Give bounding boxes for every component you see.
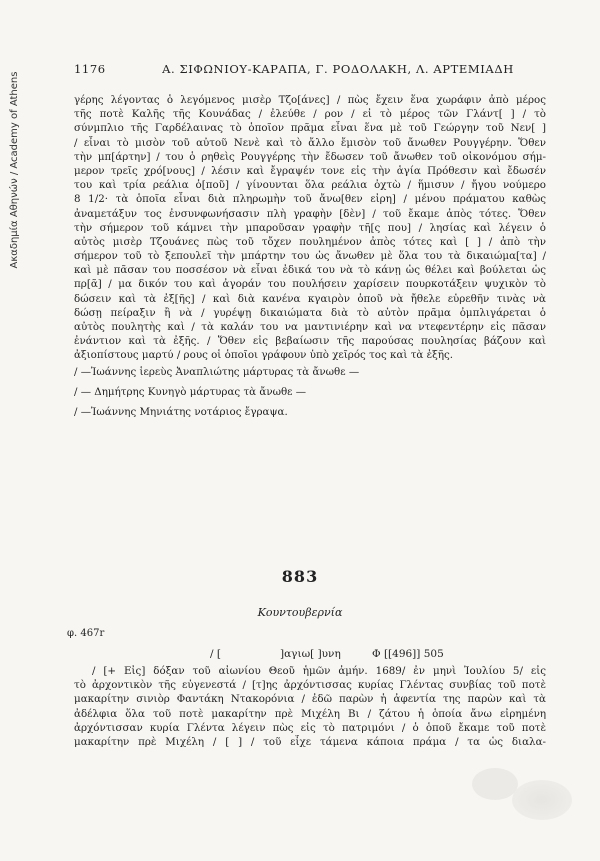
document-883-text (74, 664, 546, 749)
text-line: ἐνάντιον καὶ τὰ ἐξῆς. / Ὅθεν εἰς βεβαίωσιν τῆς παρούσας πουλησίας βάζουν καὶ (74, 335, 546, 348)
text-line: του καὶ τρία ρεάλια ὁ[ποῦ] / γίνουνται ὅλα ρεάλια ὀχτὼ / ἥμισυν / ἤγου νούμερο (74, 179, 546, 192)
document-882-text (74, 93, 546, 363)
page-number: 1176 (74, 62, 106, 76)
reference-open: / [ (210, 648, 221, 660)
text-line: καὶ μὲ πᾶσαν του ποσσέσον νὰ εἶναι ἐδικά του νὰ τὸ κάνῃ ὡς θέλει καὶ βούλεται ὡς (74, 264, 546, 277)
archive-side-label (9, 40, 23, 300)
text-line: αὐτὸς πουλητὴς καὶ / τὰ καλάν του να μαντινιέρην καὶ να ντεφεντέρην εἰς πᾶσαν (74, 321, 546, 333)
document-number: 883 (281, 567, 319, 586)
text-line: / εἶναι τὸ μισὸν τοῦ αὐτοῦ Νενὲ καὶ τὸ ἄλλο ἔμισὸν τοῦ ἄνωθεν Ρουγγέρην. Ὅθεν (74, 136, 546, 149)
text-line: τὴν μπ[άρτην] / του ὁ ρηθεὶς Ρουγγέρης τὴν ἔδωσεν τοῦ ἄνωθεν τοῦ οἰκονόμου σήμ- (74, 150, 546, 163)
text-line: ἀξιοπίστους μαρτύ / ρους οἱ ὁποῖοι γράφουν ὑπὸ χεῖρός τος καὶ τὰ ἐξῆς. (74, 349, 454, 362)
text-line: ἀδέλφια ὅλα τοῦ ποτὲ μακαρίτην πρὲ Μιχέλη Βι / ζάτου ἡ ὁποία ἄνω εἰρημένη (74, 707, 546, 720)
text-line: μερον τρεῖς χρό[νους] / λέσιν καὶ ἔγραψέν τονε εἰς τὴν ἁγία Πρόθεσιν καὶ ἔδωσέν (74, 164, 546, 177)
text-line: / [+ Εἰς] δόξαν τοῦ αἰωνίου Θεοῦ ἡμῶν ἀμήν. 1689/ ἐν μηνὶ Ἰουλίου 5/ εἰς (92, 665, 546, 677)
text-line: μακαρίτην πρὲ Μιχέλη / [ ] / τοῦ εἶχε τάμενα κάποια πράμα / τα ὡς διαλα- (74, 735, 546, 748)
text-line: γέρης λέγοντας ὁ λεγόμενος μισὲρ Τζο[άνες] / πὼς ἔχειν ἕνα χωράφιν ἀπὸ μέρος (74, 94, 546, 106)
faded-watermark-stamp (512, 780, 572, 820)
witness-line: / —Ἰωάννης Μηνιάτης νοτάριος ἔγραψα. (74, 406, 288, 418)
text-line: αὐτὸς μισὲρ Τζουάνες πὼς τοῦ τὄχεν πουλημένον ἀπὸς τότες καὶ [ ] / ἀπὸ τὴν (74, 235, 546, 248)
witness-line: / —Ἰωάννης ἱερεὺς Ἀναπλιώτης μάρτυρας τὰ ἄνωθε — (74, 366, 360, 378)
reference-phi: Φ [[496]] 505 (372, 648, 444, 660)
running-head-authors: Α. ΣΙΦΩΝΙΟΥ-ΚΑΡΑΠΑ, Γ. ΡΟΔΟΛΑΚΗ, Λ. ΑΡΤΕΜΙΑΔΗ (162, 62, 514, 76)
text-line: τὸ ἀρχοντικὸν τῆς εὐγενεστά / [τ]ης ἀρχόντισσας κυρίας Γλέντας συνβίας τοῦ ποτὲ (74, 679, 546, 692)
text-line: δώσῃ πείραξιν ἢ νὰ / γυρέψῃ δικαιώματα διὰ τὸ αὐτὸν πρᾶμα ὀμπλιγάρεται ὁ (74, 306, 546, 319)
folio-reference: φ. 467r (67, 628, 105, 639)
reference-middle: ]αγιω[ ]υνη (280, 648, 341, 660)
archive-side-label-text: Ακαδημία Αθηνών / Academy of Athens (9, 71, 20, 269)
faded-watermark-stamp (472, 768, 518, 800)
text-line: σύνμπλιο τῆς Γαρδέλαινας τὸ ὁποῖον πρᾶμα εἶναι ἕνα μὲ τοῦ Γεώργην τοῦ Νεν[ ] (74, 122, 546, 135)
text-line: δώσειν καὶ τὰ ἐξ[ῆς] / καὶ διὰ κανένα κγαιρὸν ὁποῦ νὰ ἤθελε εὑρεθῆν τινὰς νὰ (74, 292, 546, 305)
text-line: τῆς ποτὲ Καλῆς τῆς Κουνάδας / ἐλεύθε / ρον / εἰ τὸ μέρος τῶν Γλάντ[ ] / τὸ (74, 108, 546, 121)
text-line: μακαρίτην σινιὸρ Φαντάκη Ντακορόνια / ἐδῶ παρὼν ἡ ἀφεντία της παρὼν καὶ τὰ (74, 693, 546, 706)
text-line: τὴν σήμερον τοῦ κάμνει τὴν μπαροῦσαν γραφὴν τῆ[ς που] / λησίας καὶ λέγειν ὁ (74, 221, 546, 234)
text-line: σήμερον τοῦ τὸ ξεπουλεῖ τὴν μπάρτην του ὡς ἄνωθεν μὲ ὅλα του τὰ δικαιώμα[τα] / (74, 250, 546, 263)
text-line: ἀναμετάξυν τος ἐνσυνφωνήσασιν πλὴ γραφὴν [δὲν] / τοῦ ἔκαμε ἀπὸς τότες. Ὅθεν (74, 207, 546, 220)
running-head (74, 62, 540, 76)
document-place: Κουντουβερνία (257, 606, 343, 619)
witness-line: / — Δημήτρης Κυνηγὸ μάρτυρας τὰ ἄνωθε — (74, 386, 307, 398)
text-line: ἀρχόντισσαν κυρία Γλέντα λέγειν πὼς εἰς τὸ πατριμόνι / ὁ ὁποῦ ἔκαμε τοῦ ποτὲ (74, 721, 546, 734)
text-line: πρ[ᾶ] / μα δικόν του καὶ ἀγοράν του πουλήσειν χαρίσειν πουρκοτάξειν ψυχικὸν τὸ (74, 278, 546, 291)
text-line: 8 1/2· τὰ ὁποῖα εἶναι διὰ πληρωμὴν τοῦ ἄνω[θεν εἰρη] / μένου πράματου καθὼς (74, 193, 546, 206)
